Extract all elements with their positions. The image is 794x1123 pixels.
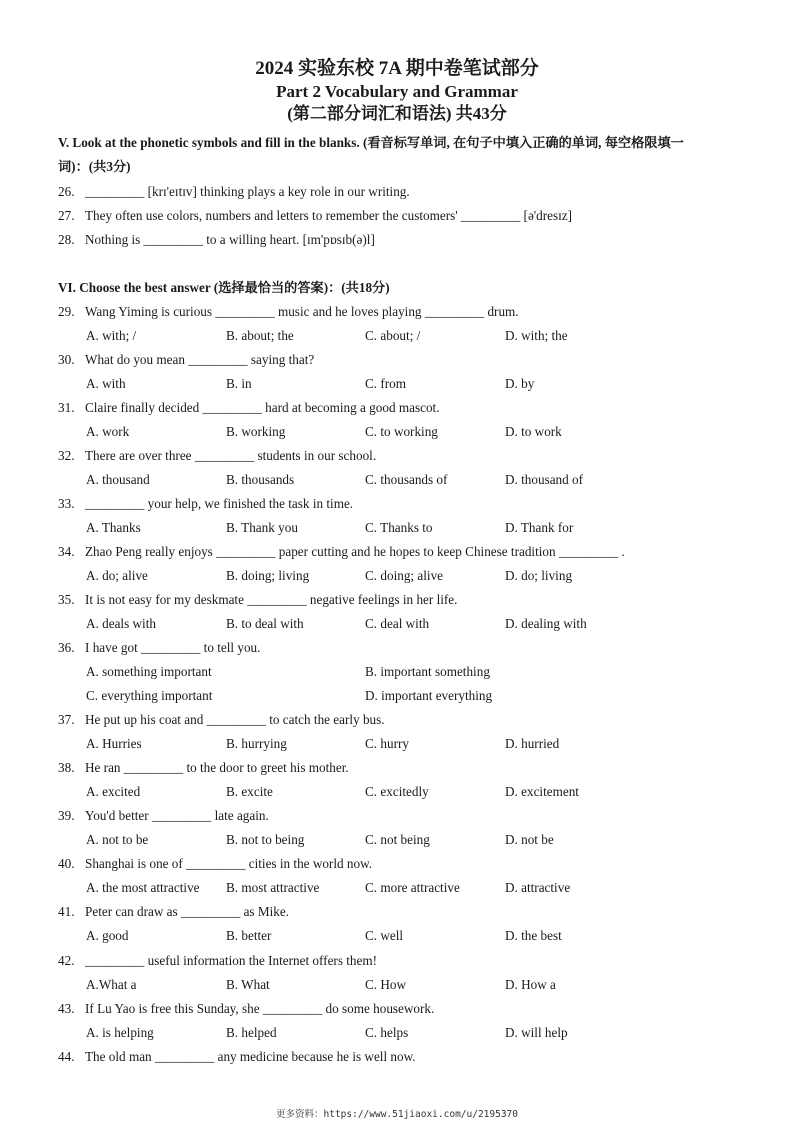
options-36-row2 bbox=[86, 684, 746, 708]
option-d[interactable]: D. to work bbox=[505, 424, 562, 439]
options-38 bbox=[86, 780, 746, 804]
question-number: 44. bbox=[58, 1049, 75, 1064]
question-36 bbox=[58, 636, 738, 660]
option-d[interactable]: D. attractive bbox=[505, 880, 571, 895]
options-37 bbox=[86, 732, 746, 756]
option-b[interactable]: B. important something bbox=[365, 664, 490, 679]
title-block bbox=[0, 57, 794, 125]
section-5-heading-cont: 词)：(共3分) bbox=[58, 159, 131, 174]
options-30 bbox=[86, 372, 746, 396]
option-c[interactable]: C. hurry bbox=[365, 736, 409, 751]
question-27 bbox=[58, 204, 738, 228]
option-b[interactable]: B. most attractive bbox=[226, 880, 320, 895]
question-number: 27. bbox=[58, 208, 75, 223]
question-stem: _________ [krɪ'eɪtɪv] thinking plays a key role in our writing. bbox=[85, 184, 410, 199]
option-b[interactable]: B. helped bbox=[226, 1025, 277, 1040]
option-b[interactable]: B. Thank you bbox=[226, 520, 298, 535]
option-d[interactable]: D. thousand of bbox=[505, 472, 584, 487]
question-stem: If Lu Yao is free this Sunday, she _________ do some housework. bbox=[85, 1001, 435, 1016]
option-c[interactable]: C. from bbox=[365, 376, 407, 391]
option-c[interactable]: C. thousands of bbox=[365, 472, 448, 487]
question-44 bbox=[58, 1045, 738, 1069]
question-43 bbox=[58, 997, 738, 1021]
question-stem: What do you mean _________ saying that? bbox=[85, 352, 315, 367]
option-d[interactable]: D. by bbox=[505, 376, 535, 391]
question-38 bbox=[58, 756, 738, 780]
question-37 bbox=[58, 708, 738, 732]
part-subtitle: (第二部分词汇和语法) 共43分 bbox=[287, 104, 507, 123]
option-a[interactable]: A. with bbox=[86, 376, 126, 391]
question-35 bbox=[58, 588, 738, 612]
question-26 bbox=[58, 180, 738, 204]
option-c[interactable]: C. How bbox=[365, 977, 407, 992]
option-a[interactable]: A. with; / bbox=[86, 328, 137, 343]
option-c[interactable]: C. excitedly bbox=[365, 784, 429, 799]
option-c[interactable]: C. deal with bbox=[365, 616, 430, 631]
option-d[interactable]: D. important everything bbox=[365, 688, 493, 703]
question-34 bbox=[58, 540, 738, 564]
question-stem: Wang Yiming is curious _________ music and he loves playing _________ drum. bbox=[85, 304, 519, 319]
option-a[interactable]: A. deals with bbox=[86, 616, 156, 631]
question-number: 32. bbox=[58, 448, 75, 463]
question-stem: _________ your help, we finished the task in time. bbox=[85, 496, 354, 511]
question-stem: It is not easy for my deskmate _________ negative feelings in her life. bbox=[85, 592, 458, 607]
question-stem: There are over three _________ students in our school. bbox=[85, 448, 377, 463]
options-43 bbox=[86, 1021, 746, 1045]
option-c[interactable]: C. well bbox=[365, 928, 404, 943]
section-6-heading: VI. Choose the best answer (选择最恰当的答案)：(共18分) bbox=[58, 280, 390, 295]
option-b[interactable]: B. working bbox=[226, 424, 286, 439]
option-b[interactable]: B. doing; living bbox=[226, 568, 310, 583]
question-40 bbox=[58, 852, 738, 876]
question-stem: Zhao Peng really enjoys _________ paper cutting and he hopes to keep Chinese tradition _________ . bbox=[85, 544, 625, 559]
question-number: 34. bbox=[58, 544, 75, 559]
option-b[interactable]: B. in bbox=[226, 376, 252, 391]
options-39 bbox=[86, 828, 746, 852]
option-b[interactable]: B. hurrying bbox=[226, 736, 287, 751]
question-33 bbox=[58, 492, 738, 516]
question-stem: _________ useful information the Internet offers them! bbox=[85, 953, 378, 968]
option-d[interactable]: D. Thank for bbox=[505, 520, 574, 535]
question-number: 31. bbox=[58, 400, 75, 415]
question-number: 33. bbox=[58, 496, 75, 511]
option-d[interactable]: D. dealing with bbox=[505, 616, 587, 631]
option-d[interactable]: D. with; the bbox=[505, 328, 568, 343]
options-29 bbox=[86, 324, 746, 348]
option-c[interactable]: C. helps bbox=[365, 1025, 409, 1040]
option-d[interactable]: D. do; living bbox=[505, 568, 573, 583]
option-a[interactable]: A. not to be bbox=[86, 832, 149, 847]
option-a[interactable]: A.What a bbox=[86, 977, 137, 992]
option-b[interactable]: B. not to being bbox=[226, 832, 305, 847]
option-a[interactable]: A. the most attractive bbox=[86, 880, 200, 895]
question-29 bbox=[58, 300, 738, 324]
question-number: 29. bbox=[58, 304, 75, 319]
option-a[interactable]: A. good bbox=[86, 928, 129, 943]
question-stem: He put up his coat and _________ to catch the early bus. bbox=[85, 712, 385, 727]
options-40 bbox=[86, 876, 746, 900]
part-title: Part 2 Vocabulary and Grammar bbox=[276, 82, 518, 101]
question-number: 30. bbox=[58, 352, 75, 367]
question-number: 36. bbox=[58, 640, 75, 655]
options-36-row1 bbox=[86, 660, 746, 684]
option-d[interactable]: D. will help bbox=[505, 1025, 568, 1040]
options-42 bbox=[86, 973, 746, 997]
question-stem: The old man _________ any medicine because he is well now. bbox=[85, 1049, 416, 1064]
question-stem: Claire finally decided _________ hard at becoming a good mascot. bbox=[85, 400, 440, 415]
option-a[interactable]: A. thousand bbox=[86, 472, 150, 487]
option-a[interactable]: A. Hurries bbox=[86, 736, 142, 751]
options-34 bbox=[86, 564, 746, 588]
footer-link[interactable]: 更多资料：https://www.51jiaoxi.com/u/2195370 bbox=[276, 1109, 518, 1120]
option-d[interactable]: D. How a bbox=[505, 977, 556, 992]
question-number: 43. bbox=[58, 1001, 75, 1016]
option-c[interactable]: C. doing; alive bbox=[365, 568, 444, 583]
question-number: 41. bbox=[58, 904, 75, 919]
option-b[interactable]: B. What bbox=[226, 977, 270, 992]
options-31 bbox=[86, 420, 746, 444]
option-b[interactable]: B. about; the bbox=[226, 328, 294, 343]
options-41 bbox=[86, 924, 746, 948]
option-b[interactable]: B. thousands bbox=[226, 472, 295, 487]
option-c[interactable]: C. more attractive bbox=[365, 880, 460, 895]
exam-title: 2024 实验东校 7A 期中卷笔试部分 bbox=[255, 58, 539, 79]
option-c[interactable]: C. not being bbox=[365, 832, 430, 847]
question-31 bbox=[58, 396, 738, 420]
option-c[interactable]: C. about; / bbox=[365, 328, 421, 343]
question-stem: He ran _________ to the door to greet his mother. bbox=[85, 760, 349, 775]
option-d[interactable]: D. hurried bbox=[505, 736, 560, 751]
option-a[interactable]: A. work bbox=[86, 424, 130, 439]
question-number: 38. bbox=[58, 760, 75, 775]
option-a[interactable]: A. is helping bbox=[86, 1025, 154, 1040]
option-d[interactable]: D. excitement bbox=[505, 784, 579, 799]
question-stem: You'd better _________ late again. bbox=[85, 808, 269, 823]
question-number: 40. bbox=[58, 856, 75, 871]
option-c[interactable]: C. everything important bbox=[86, 688, 213, 703]
question-number: 37. bbox=[58, 712, 75, 727]
question-39 bbox=[58, 804, 738, 828]
option-c[interactable]: C. Thanks to bbox=[365, 520, 433, 535]
option-a[interactable]: A. something important bbox=[86, 664, 212, 679]
question-stem: I have got _________ to tell you. bbox=[85, 640, 261, 655]
option-a[interactable]: A. excited bbox=[86, 784, 141, 799]
options-35 bbox=[86, 612, 746, 636]
option-c[interactable]: C. to working bbox=[365, 424, 438, 439]
question-number: 28. bbox=[58, 232, 75, 247]
question-number: 42. bbox=[58, 953, 75, 968]
option-b[interactable]: B. to deal with bbox=[226, 616, 304, 631]
question-30 bbox=[58, 348, 738, 372]
question-number: 35. bbox=[58, 592, 75, 607]
question-number: 26. bbox=[58, 184, 75, 199]
option-b[interactable]: B. better bbox=[226, 928, 272, 943]
option-a[interactable]: A. Thanks bbox=[86, 520, 141, 535]
question-32 bbox=[58, 444, 738, 468]
option-d[interactable]: D. not be bbox=[505, 832, 554, 847]
question-stem: Shanghai is one of _________ cities in the world now. bbox=[85, 856, 373, 871]
option-b[interactable]: B. excite bbox=[226, 784, 273, 799]
option-d[interactable]: D. the best bbox=[505, 928, 562, 943]
options-33 bbox=[86, 516, 746, 540]
section-5-heading: V. Look at the phonetic symbols and fill in the blanks. (看音标写单词, 在句子中填入正确的单词, 每空格限填一 bbox=[58, 135, 684, 150]
option-a[interactable]: A. do; alive bbox=[86, 568, 148, 583]
question-stem: Peter can draw as _________ as Mike. bbox=[85, 904, 289, 919]
question-28 bbox=[58, 228, 738, 252]
question-stem: Nothing is _________ to a willing heart. [ɪm'pɒsɪb(ə)l] bbox=[85, 232, 375, 247]
options-32 bbox=[86, 468, 746, 492]
question-number: 39. bbox=[58, 808, 75, 823]
question-42 bbox=[58, 949, 738, 973]
question-stem: They often use colors, numbers and letters to remember the customers' _________ [ə'dresɪz] bbox=[85, 208, 573, 223]
question-41 bbox=[58, 900, 738, 924]
